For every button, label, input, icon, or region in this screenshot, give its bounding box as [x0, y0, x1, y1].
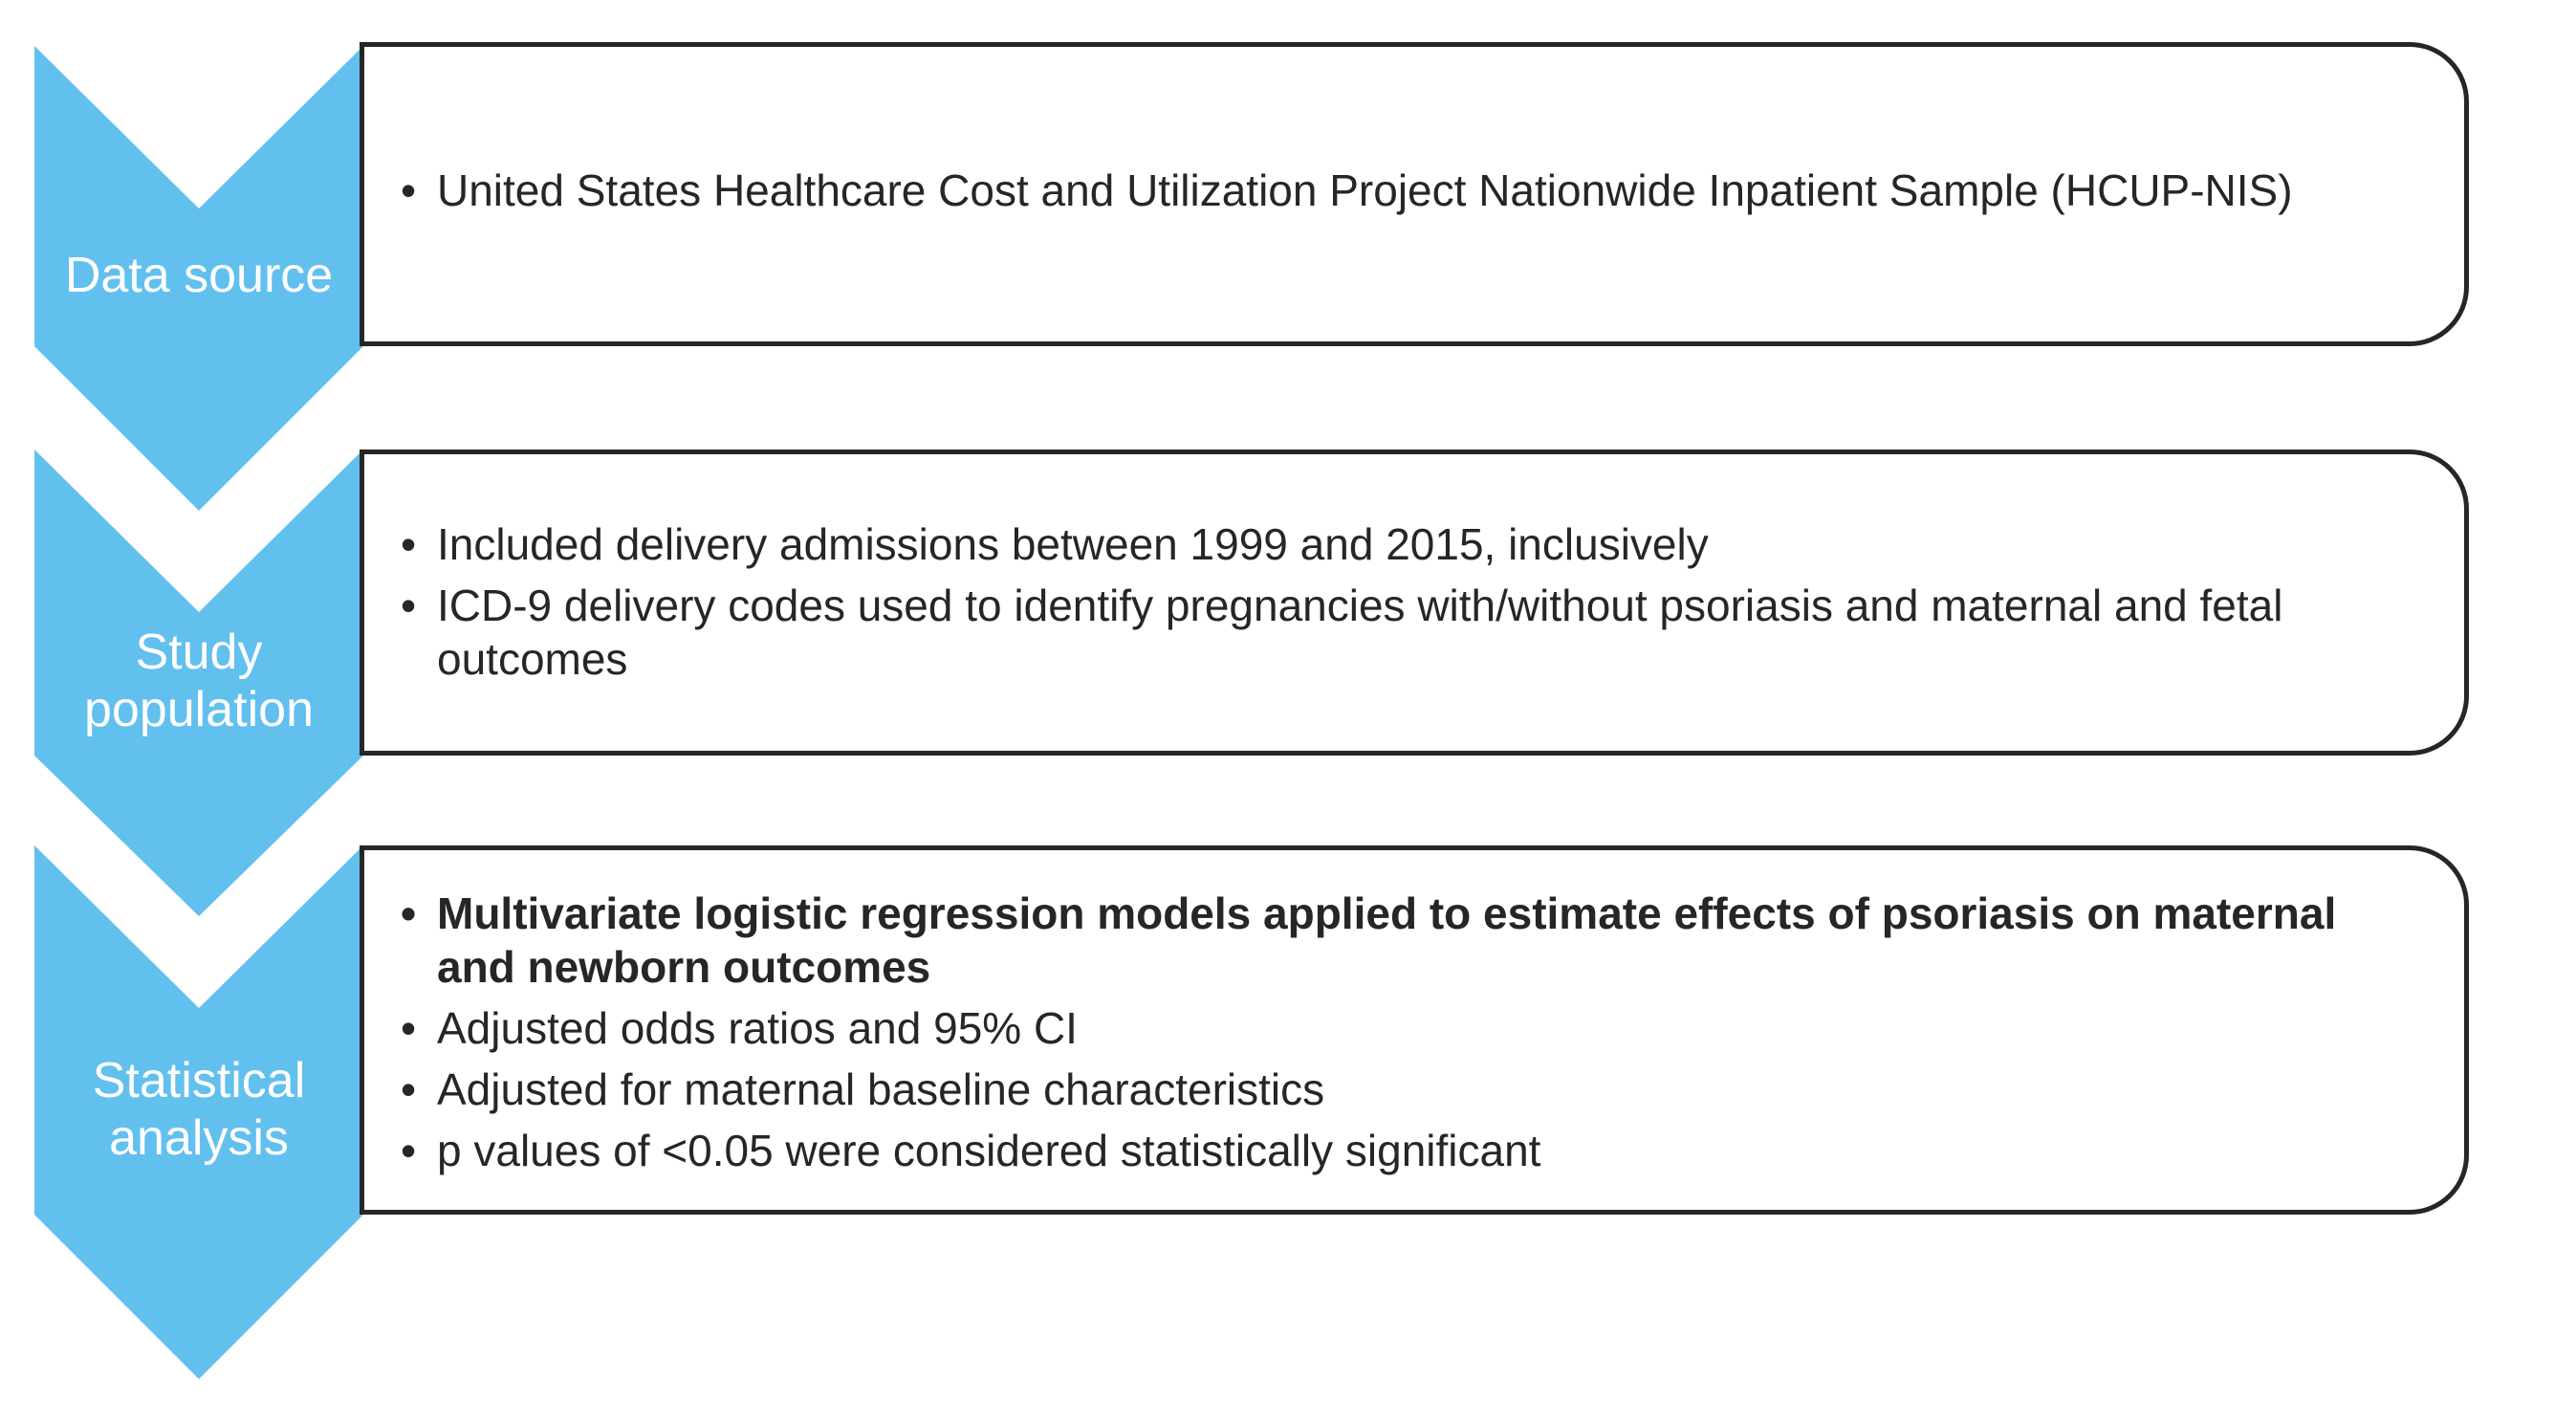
bullet-item: • Included delivery admissions between 1999 and 2015, inclusively [387, 517, 2376, 571]
bullet-item: • Adjusted for maternal baseline characteristics [387, 1063, 2405, 1116]
stage-box-data-source [360, 42, 2469, 346]
stage-label-statistical-analysis [34, 1052, 363, 1167]
stage-label-study-population [34, 624, 363, 738]
stage-box-study-population [360, 449, 2469, 756]
bullet-list [387, 887, 2405, 1177]
bullet-item: • Adjusted odds ratios and 95% CI [387, 1001, 2405, 1055]
stage-label-line: Statistical [92, 1053, 306, 1108]
bullet-item: • p values of <0.05 were considered statistically significant [387, 1124, 2405, 1177]
stage-label-line: analysis [109, 1110, 289, 1166]
bullet-item: • United States Healthcare Cost and Utilization Project Nationwide Inpatient Sample (HCUP-NIS) [387, 164, 2464, 217]
stage-label-line: population [84, 682, 314, 737]
stage-label-data-source [34, 247, 363, 304]
bullet-item: • Multivariate logistic regression models applied to estimate effects of psoriasis on maternal and newborn outcomes [387, 887, 2405, 994]
bullet-list [387, 517, 2376, 686]
bullet-item: • ICD-9 delivery codes used to identify pregnancies with/without psoriasis and maternal and fetal outcomes [387, 579, 2376, 686]
bullet-list [387, 164, 2464, 217]
stage-label-line: Data source [64, 248, 334, 303]
stage-box-statistical-analysis [360, 845, 2469, 1215]
stage-label-line: Study [135, 625, 263, 680]
